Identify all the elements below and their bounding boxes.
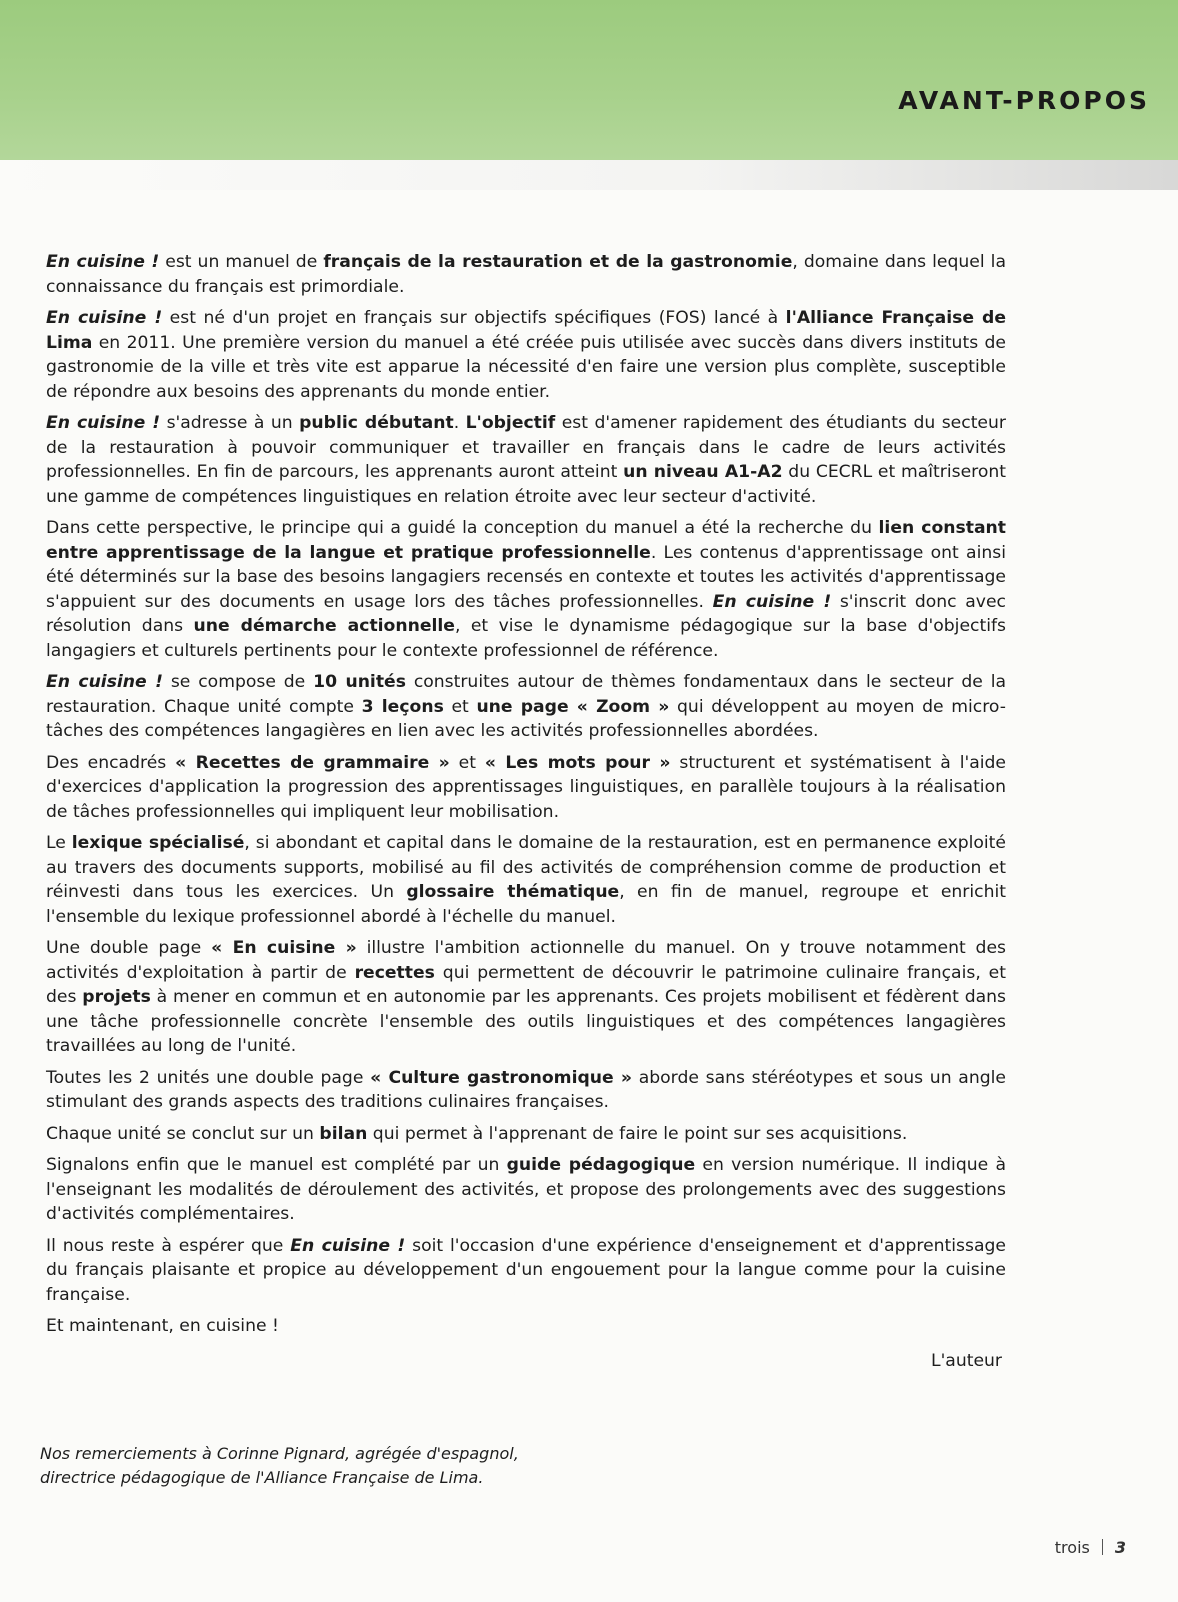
brand-name: En cuisine ! (46, 252, 160, 272)
header-shadow (0, 160, 1178, 190)
brand-name: En cuisine ! (46, 308, 163, 328)
paragraph-12: Il nous reste à espérer que En cuisine ! soit l'occasion d'une expérience d'enseignement et d'apprentissage du français plaisante et propice au développement d'un engouement pour la langue comme pour la cuisine française. (46, 1235, 1006, 1305)
brand-name: En cuisine ! (290, 1235, 406, 1256)
paragraph-9: Toutes les 2 unités une double page « Culture gastronomique » aborde sans stéréotypes et sous un angle stimulant des grands aspects des traditions culinaires françaises. (46, 1067, 1006, 1112)
acknowledgements (40, 1442, 740, 1490)
signature: L'auteur (931, 1350, 1002, 1371)
acknowledgement-line: Nos remerciements à Corinne Pignard, agrégée d'espagnol, (40, 1444, 519, 1463)
paragraph-4: Dans cette perspective, le principe qui a guidé la conception du manuel a été la recherche du lien constant entre apprentissage de la langue et pratique professionnelle. Les contenus d'apprentissage ont ainsi été déterminés sur la base des besoins langagiers recensés en contexte et toutes les activités d'apprentissage s'appuient sur des documents en usage lors des tâches professionnelles. En cuisine ! s'inscrit donc avec résolution dans une démarche actionnelle, et vise le dynamisme pédagogique sur la base d'objectifs langagiers et culturels pertinents pour le contexte professionnel de référence. (46, 518, 1006, 661)
header-band (0, 0, 1178, 160)
paragraph-1: En cuisine ! est un manuel de français de la restauration et de la gastronomie, domaine dans lequel la connaissance du français est primordiale. (46, 252, 1006, 297)
paragraph-10: Chaque unité se conclut sur un bilan qui permet à l'apprenant de faire le point sur ses acquisitions. (46, 1123, 908, 1144)
paragraph-13: Et maintenant, en cuisine ! (46, 1316, 279, 1336)
paragraph-3: En cuisine ! s'adresse à un public débutant. L'objectif est d'amener rapidement des étudiants du secteur de la restauration à pouvoir communiquer et travailler en français dans le cadre de leurs activités professionnelles. En fin de parcours, les apprenants auront atteint un niveau A1-A2 du CECRL et maîtriseront une gamme de compétences linguistiques en relation étroite avec leur secteur d'activité. (46, 413, 1006, 507)
paragraph-11: Signalons enfin que le manuel est complété par un guide pédagogique en version numérique. Il indique à l'enseignant les modalités de déroulement des activités, et propose des prolongements avec des suggestions d'activités complémentaires. (46, 1155, 1006, 1224)
foreword-body (46, 250, 1006, 1380)
page-footer (1055, 1538, 1126, 1557)
footer-divider (1102, 1539, 1103, 1555)
paragraph-5: En cuisine ! se compose de 10 unités construites autour de thèmes fondamentaux dans le secteur de la restauration. Chaque unité compte 3 leçons et une page « Zoom » qui développent au moyen de micro-tâches des compétences langagières en lien avec les activités professionnelles abordées. (46, 672, 1006, 741)
brand-name: En cuisine ! (46, 672, 163, 692)
paragraph-6: Des encadrés « Recettes de grammaire » et « Les mots pour » structurent et systématisent à l'aide d'exercices d'application la progression des apprentissages linguistiques, en parallèle toujours à la réalisation de tâches professionnelles qui impliquent leur mobilisation. (46, 752, 1006, 822)
page-title: AVANT-PROPOS (898, 86, 1150, 115)
brand-name: En cuisine ! (46, 413, 161, 433)
page-word: trois (1054, 1538, 1090, 1557)
paragraph-8: Une double page « En cuisine » illustre l'ambition actionnelle du manuel. On y trouve notamment des activités d'exploitation à partir de recettes qui permettent de découvrir le patrimoine culinaire français, et des projets à mener en commun et en autonomie par les apprenants. Ces projets mobilisent et fédèrent dans une tâche professionnelle concrète l'ensemble des outils linguistiques et des compétences langagières travaillées au long de l'unité. (46, 938, 1006, 1056)
brand-name: En cuisine ! (712, 591, 832, 612)
paragraph-2: En cuisine ! est né d'un projet en français sur objectifs spécifiques (FOS) lancé à l'Alliance Française de Lima en 2011. Une première version du manuel a été créée puis utilisée avec succès dans divers instituts de gastronomie de la ville et très vite est apparue la nécessité d'en faire une version plus complète, susceptible de répondre aux besoins des apprenants du monde entier. (46, 308, 1006, 402)
acknowledgement-line: directrice pédagogique de l'Alliance Française de Lima. (40, 1468, 484, 1487)
paragraph-7: Le lexique spécialisé, si abondant et capital dans le domaine de la restauration, est en permanence exploité au travers des documents supports, mobilisé au fil des activités de compréhension comme de production et réinvesti dans tous les exercices. Un glossaire thématique, en fin de manuel, regroupe et enrichit l'ensemble du lexique professionnel abordé à l'échelle du manuel. (46, 833, 1006, 927)
page-number: 3 (1114, 1538, 1126, 1557)
